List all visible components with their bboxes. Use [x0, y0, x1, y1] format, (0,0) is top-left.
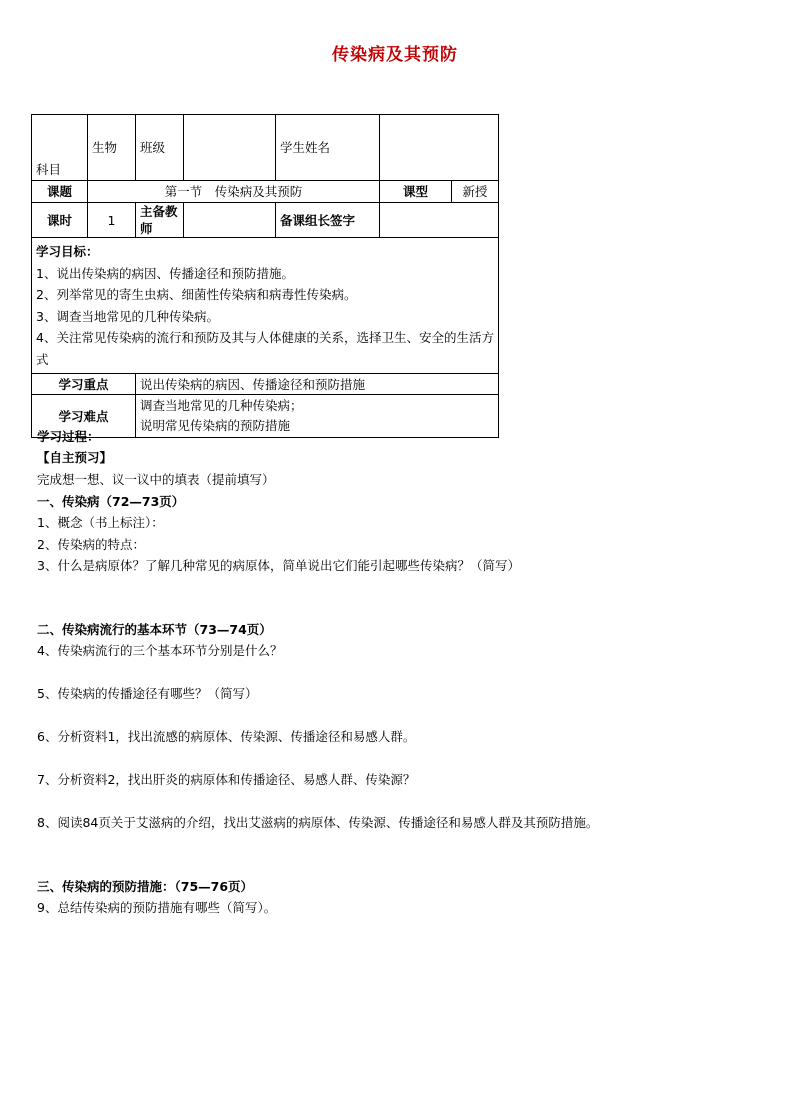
type-label: 课型 [380, 181, 452, 203]
difficult-point-value: 说明常见传染病的预防措施 [140, 418, 291, 433]
goal-item: 1、说出传染病的病因、传播途径和预防措施。 [36, 265, 294, 281]
lesson-info-table [31, 114, 499, 438]
question-1: 1、概念（书上标注）： [37, 515, 164, 530]
goal-item: 2、列举常见的寄生虫病、细菌性传染病和病毒性传染病。 [36, 287, 357, 302]
difficult-point-label: 学习难点 [32, 395, 136, 438]
subject-label-cell [32, 115, 88, 181]
type-value: 新授 [452, 181, 499, 203]
leader-value [380, 203, 499, 238]
learning-goals-cell [32, 238, 499, 374]
question-3: 3、什么是病原体？了解几种常见的病原体，简单说出它们能引起哪些传染病？（简写） [37, 558, 520, 573]
goal-item: 3、调查当地常见的几种传染病。 [36, 308, 219, 324]
question-4: 4、传染病流行的三个基本环节分别是什么？ [37, 643, 283, 658]
question-9: 9、总结传染病的预防措施有哪些（简写）。 [37, 900, 277, 915]
preview-intro: 完成想一想、议一议中的填表（提前填写） [37, 472, 275, 487]
preview-heading: 【自主预习】 [37, 450, 113, 465]
question-2: 2、传染病的特点： [37, 537, 145, 552]
key-point-label: 学习重点 [32, 374, 136, 395]
goal-item: 4、关注常见传染病的流行和预防及其与人体健康的关系，选择卫生、安全的生活方式 [36, 330, 494, 367]
student-label: 学生姓名 [280, 140, 331, 155]
student-label-cell [276, 115, 380, 181]
period-value: 1 [88, 203, 136, 238]
subject-value: 生物 [92, 140, 118, 155]
student-value-cell [380, 115, 499, 181]
section-3-heading: 三、传染病的预防措施：（75—76页） [37, 879, 254, 894]
class-label: 班级 [140, 140, 166, 155]
goals-heading: 学习目标： [36, 244, 99, 259]
class-value-cell [184, 115, 276, 181]
question-6: 6、分析资料1，找出流感的病原体、传染源、传播途径和易感人群。 [37, 729, 416, 744]
period-label: 课时 [32, 203, 88, 238]
teacher-label: 主备教师 [136, 203, 184, 238]
question-7: 7、分析资料2，找出肝炎的病原体和传播途径、易感人群、传染源？ [37, 772, 416, 787]
subject-value-cell [88, 115, 136, 181]
page-title: 传染病及其预防 [332, 45, 458, 65]
topic-value: 第一节 传染病及其预防 [88, 181, 380, 203]
subject-label: 科目 [36, 162, 62, 177]
class-label-cell [136, 115, 184, 181]
difficult-point-value: 调查当地常见的几种传染病； [140, 398, 303, 413]
key-point-value: 说出传染病的病因、传播途径和预防措施 [136, 374, 499, 395]
section-2-heading: 二、传染病流行的基本环节（73—74页） [37, 622, 272, 637]
teacher-value [184, 203, 276, 238]
question-8: 8、阅读84页关于艾滋病的介绍，找出艾滋病的病原体、传染源、传播途径和易感人群及其预防措施。 [37, 815, 599, 830]
topic-label: 课题 [32, 181, 88, 203]
leader-label: 备课组长签字 [276, 203, 380, 238]
process-heading: 学习过程： [37, 429, 100, 444]
section-1-heading: 一、传染病（72—73页） [37, 494, 185, 509]
question-5: 5、传染病的传播途径有哪些？（简写） [37, 686, 258, 701]
difficult-point-cell [136, 395, 499, 438]
